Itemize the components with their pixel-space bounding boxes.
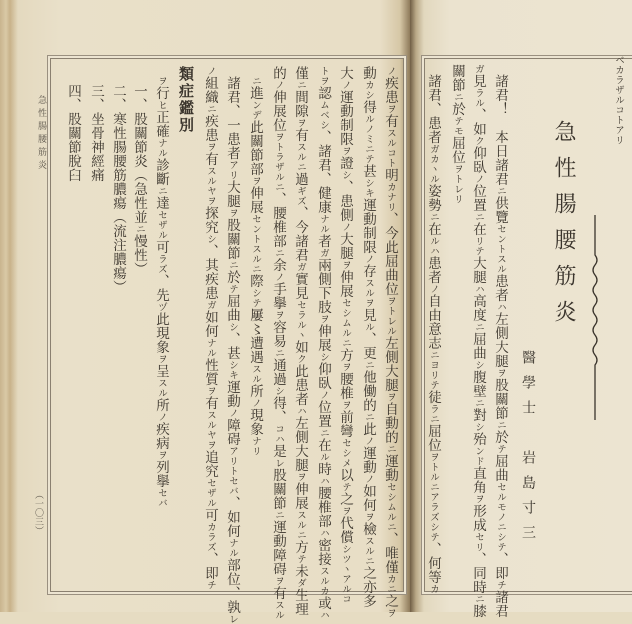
running-header: 急性腸腰筋炎 <box>36 95 46 173</box>
page-number: （一〇三） <box>33 490 43 535</box>
continuation-line: ベカラザルコトアリ <box>613 55 624 145</box>
body-line: ニ進ンデ此關節部ヲ伸展セントスルニ際シテ屢〻遭遇スル所ノ現象ナリ <box>247 76 263 456</box>
body-line: 動カシ得ルノミニテ甚シキ運動制限ノ存スルヲ見ル、更ニ他働的ニ此ノ運動ノ如何ヲ檢スルニ之亦多 <box>360 66 376 608</box>
list-item: 四、股關節脫臼 <box>65 84 81 182</box>
body-line: 諸君、患者ガカヽル姿勢ニ在ルハ患者ノ自由意志ニヨリテ徒ラニ屈位ヲトルニアラズシテ、何等カ <box>425 74 441 594</box>
body-line: ノ疾患ヲ有スルコト明カナリ、今此屈曲位ヲトレル左側大腿ヲ自動的ニ運動セシムルニ、唯僅カニ之ヲ <box>382 66 398 618</box>
body-line: 的ノ伸展位ヲトラザルニ、腰椎部ニ余ノ手擧ヲ容易ニ通過シ得、コハ是レ股關節ニ運動障碍ヲ有スル <box>270 66 286 620</box>
list-item: 二、寒性腸腰筋膿瘍（流注膿瘍） <box>110 84 126 294</box>
body-line: ヲ行ヒ正確ナル診斷ニ達セザル可ラズ、先ヅ此現象ヲ呈スル所ノ疾病ヲ列擧セバ <box>153 76 169 508</box>
article-title: 急性腸腰筋炎 <box>551 120 576 336</box>
author-byline: 醫學士 岩島寸三 <box>520 350 536 550</box>
body-line: トヲ認ムベシ、諸君、健康ナル者ガ兩側下肢ヲ伸展シ仰臥ノ位置ニ在ル時ハ腰椎部ハ密接スルカ或ハ <box>315 66 331 620</box>
body-line: 大ノ運動制限ヲ證シ、患側ノ大腿ヲ伸展セシムルニ方ヲ腰椎ヲ前彎セシメ以テ之ヲ代償シツヽアルコ <box>337 66 353 604</box>
list-item: 一、股關節炎（急性並ニ慢性） <box>131 84 147 276</box>
list-item: 三、坐骨神經痛 <box>88 84 104 182</box>
section-heading: 類症鑑別 <box>177 66 195 134</box>
body-line: 僅ニ間隙ヲ有スルニ過ギズ、今諸君ガ實見セラルヽ如ク此患者ハ左側大腿ヲ伸展スルニ方テ未ダ生理 <box>292 66 308 616</box>
body-line: 諸君！ 本日諸君ニ供覽セントスル患者ハ左側大腿ヲ股關節ニ於テ屈曲セルモノニシテ、即チ諸君 <box>492 74 508 618</box>
body-line: 諸君、一患者アリ大腿ヲ股關節ニ於テ屈曲シ、甚シキ運動ノ障碍アリトセバ、如何ナル部位、孰レ <box>224 76 240 624</box>
body-line: ノ組織ニ疾患ヲ有スルヤヲ探究シ、其疾患ガ如何ナル性質ヲ有スルヤヲ追究セザル可カラズ、即チ <box>202 66 218 590</box>
body-line: 關節ニ於テモ屈位ヲトレリ <box>449 64 465 204</box>
wavy-rule <box>588 215 602 420</box>
body-line: ガ見ラル、如ク仰臥ノ位置ニ在リテ大腿ハ高度ニ屈曲シ腹壁ニ對シ殆ンド直角ヲ形成セリ、同時ニ膝 <box>470 64 486 618</box>
